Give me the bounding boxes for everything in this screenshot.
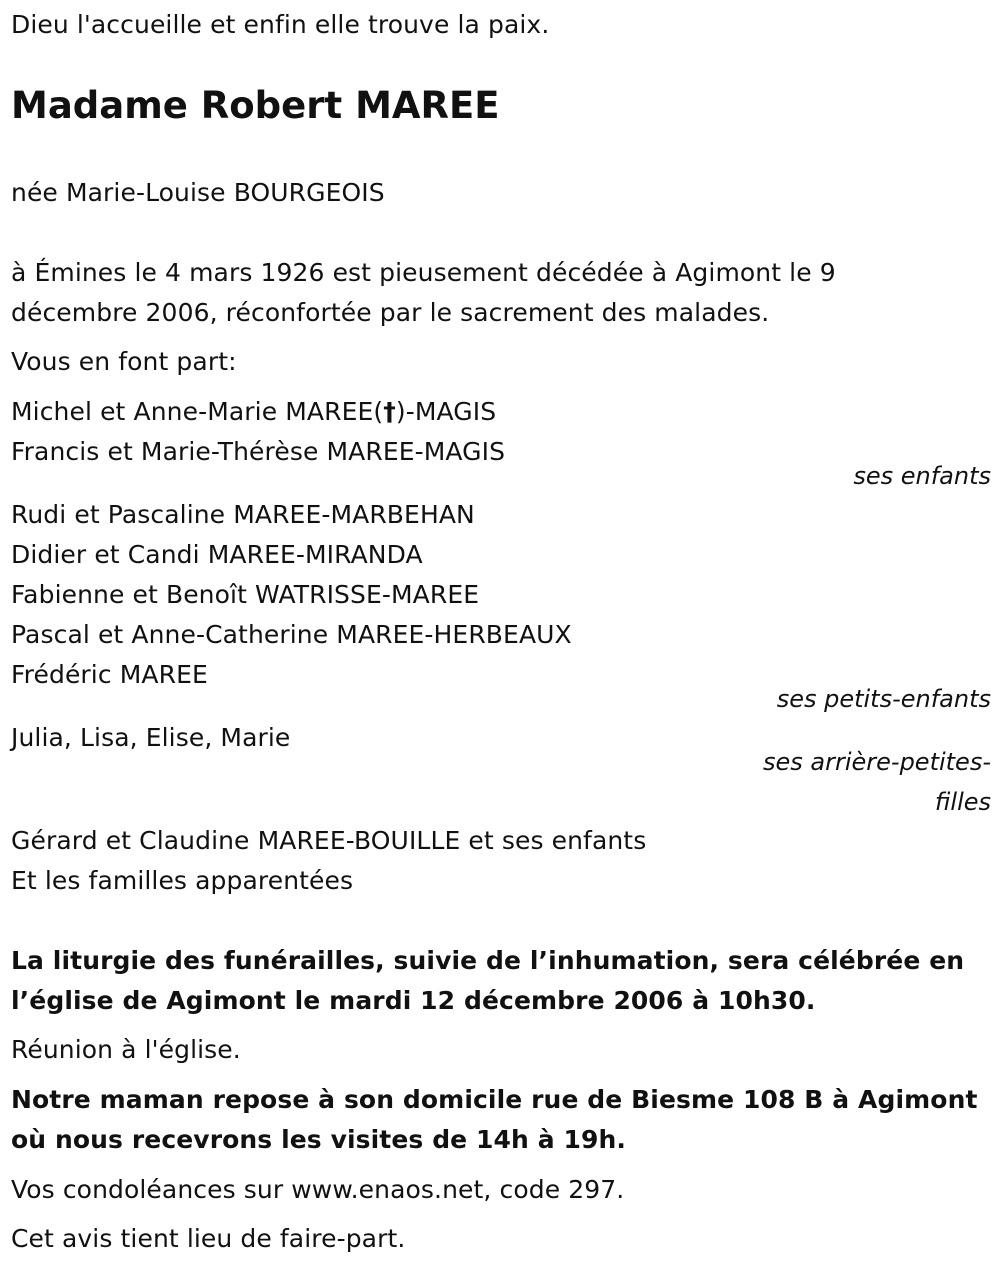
cross-icon: † xyxy=(383,397,396,426)
funeral-line-1: La liturgie des funérailles, suivie de l’inhumation, sera célébrée en xyxy=(11,946,965,975)
grandchild-line: Rudi et Pascaline MAREE-MARBEHAN xyxy=(11,500,475,529)
other-family-line: Gérard et Claudine MAREE-BOUILLE et ses enfants xyxy=(11,826,647,855)
visit-line-1: Notre maman repose à son domicile rue de Biesme 108 B à Agimont xyxy=(11,1085,978,1114)
grandchild-line: Fabienne et Benoît WATRISSE-MAREE xyxy=(11,580,480,609)
birth-death-line-1: à Émines le 4 mars 1926 est pieusement décédée à Agimont le 9 xyxy=(11,258,836,287)
birth-death-line-2: décembre 2006, réconfortée par le sacrement des malades. xyxy=(11,298,770,327)
grandchild-line: Frédéric MAREE xyxy=(11,660,208,689)
great-grandchildren-names: Julia, Lisa, Elise, Marie xyxy=(11,723,291,752)
role-great-grandchildren-2: filles xyxy=(934,788,991,816)
child-line-1 xyxy=(11,392,496,432)
condolences-text: Vos condoléances sur www.enaos.net, code 297. xyxy=(11,1175,625,1204)
announce-text: Vous en font part: xyxy=(11,347,237,376)
funeral-line-2: l’église de Agimont le mardi 12 décembre 2006 à 10h30. xyxy=(11,986,816,1015)
other-family-line: Et les familles apparentées xyxy=(11,866,354,895)
deceased-name: Madame Robert MAREE xyxy=(11,84,500,127)
child-line-2: Francis et Marie-Thérèse MAREE-MAGIS xyxy=(11,437,506,466)
role-children: ses enfants xyxy=(853,462,991,490)
child-line-1-before: Michel et Anne-Marie MAREE( xyxy=(11,397,384,426)
grandchild-line: Pascal et Anne-Catherine MAREE-HERBEAUX xyxy=(11,620,572,649)
role-great-grandchildren-1: ses arrière-petites- xyxy=(763,748,991,776)
visit-line-2: où nous recevrons les visites de 14h à 19h. xyxy=(11,1125,626,1154)
meeting-text: Réunion à l'église. xyxy=(11,1035,241,1064)
notice-text: Cet avis tient lieu de faire-part. xyxy=(11,1224,406,1253)
intro-text: Dieu l'accueille et enfin elle trouve la paix. xyxy=(11,10,550,39)
maiden-name: née Marie-Louise BOURGEOIS xyxy=(11,178,385,207)
role-grandchildren: ses petits-enfants xyxy=(776,685,991,713)
grandchild-line: Didier et Candi MAREE-MIRANDA xyxy=(11,540,423,569)
child-line-1-after: )-MAGIS xyxy=(395,397,497,426)
